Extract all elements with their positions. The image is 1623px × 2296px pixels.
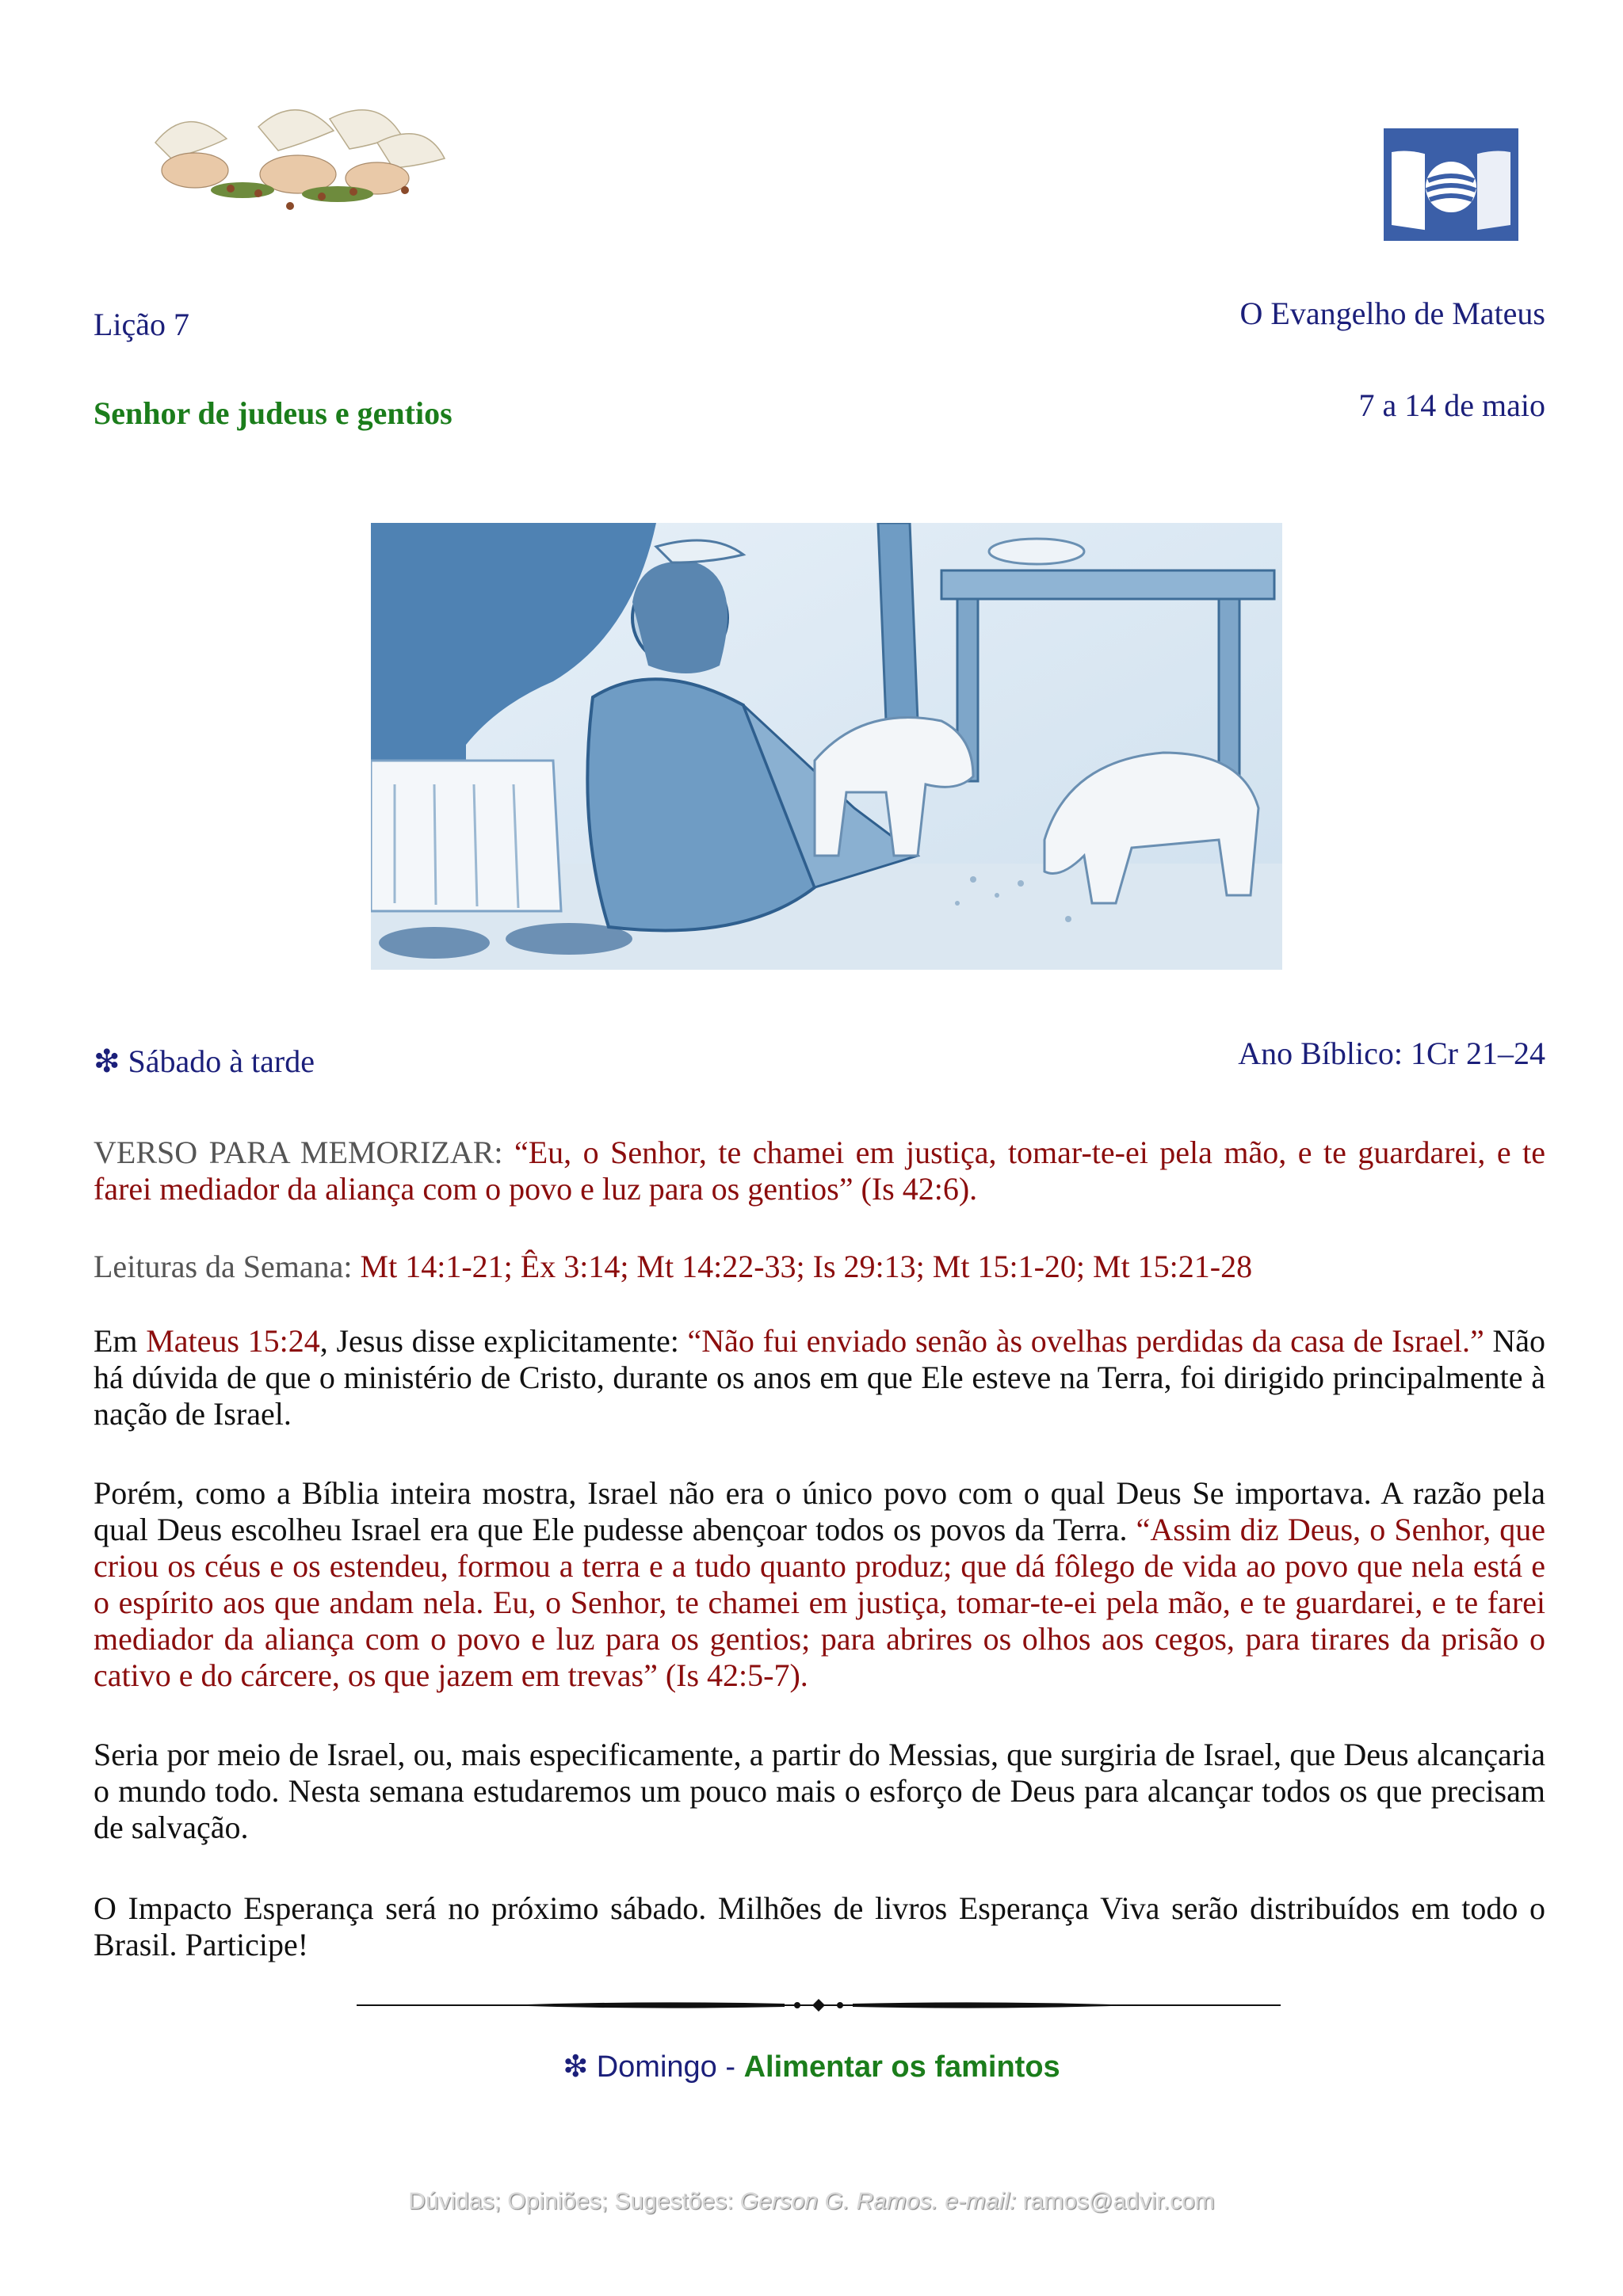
- angels-illustration: [139, 95, 450, 230]
- lesson-illustration: [371, 523, 1282, 970]
- lesson-title: Senhor de judeus e gentios: [94, 395, 453, 431]
- open-bible-logo: [1384, 128, 1518, 241]
- quarter-title: O Evangelho de Mateus: [1239, 296, 1545, 331]
- footer-email[interactable]: ramos@advir.com: [1016, 2188, 1215, 2214]
- next-day-heading: [0, 2049, 1623, 2084]
- scripture-quote: “Não fui enviado senão às ovelhas perdidas da casa de Israel.”: [687, 1323, 1484, 1359]
- ornamental-divider: [357, 1993, 1281, 2017]
- paragraph-3: Seria por meio de Israel, ou, mais especificamente, a partir do Messias, que surgiria de Israel, que Deus alcançaria o mundo todo. Nesta semana estudaremos um pouco mais o esforço de Deus para alcançar todos os que precisam de salvação.: [94, 1737, 1545, 1845]
- footer-label: Dúvidas; Opiniões; Sugestões:: [408, 2188, 740, 2214]
- footer-author: Gerson G. Ramos. e-mail:: [739, 2188, 1017, 2214]
- bible-year: Ano Bíblico: 1Cr 21–24: [1238, 1035, 1545, 1071]
- memory-verse-label: VERSO PARA MEMORIZAR:: [94, 1135, 514, 1170]
- day-heading-label: Sábado à tarde: [128, 1043, 315, 1079]
- scripture-quote: “Assim diz Deus, o Senhor, que criou os céus e os estendeu, formou a terra e a tudo quanto produz; que dá fôlego de vida ao povo que nela está e o espírito aos que andam nela. Eu, o Senhor, te chamei em justiça, tomar-te-ei pela mão, e te guardarei, e te farei mediador da aliança com o povo e luz para os gentios; para abrires os olhos aos cegos, para tirares da prisão o cativo e do cárcere, os que jazem em trevas” (Is 42:5-7).: [94, 1512, 1546, 1693]
- paragraph-1: [94, 1323, 1545, 1432]
- day-heading: [94, 1043, 315, 1080]
- memory-verse: [94, 1135, 1545, 1207]
- sparkle-icon: ❇: [563, 2050, 589, 2084]
- scripture-ref: Mateus 15:24: [146, 1323, 320, 1359]
- weekly-readings: [94, 1249, 1545, 1285]
- weekly-readings-refs: Mt 14:1-21; Êx 3:14; Mt 14:22-33; Is 29:13; Mt 15:1-20; Mt 15:21-28: [360, 1249, 1253, 1284]
- text-span: , Jesus disse explicitamente:: [319, 1323, 688, 1359]
- lesson-number: Lição 7: [94, 307, 190, 342]
- text-span: Não há dúvida de que o ministério de Cristo, durante os anos em que Ele esteve na Terra, foi dirigido principalmente à nação de Israel.: [94, 1323, 1546, 1432]
- weekly-readings-label: Leituras da Semana:: [94, 1249, 361, 1284]
- paragraph-4: O Impacto Esperança será no próximo sábado. Milhões de livros Esperança Viva serão distribuídos em todo o Brasil. Participe!: [94, 1890, 1545, 1962]
- footer: [0, 2188, 1623, 2215]
- text-span: Porém, como a Bíblia inteira mostra, Israel não era o único povo com o qual Deus Se importava. A razão pela qual Deus escolheu Israel era que Ele pudesse abençoar todos os povos da Terra.: [94, 1475, 1545, 1547]
- text-span: Em: [94, 1323, 147, 1359]
- next-day-title: Alimentar os famintos: [743, 2050, 1060, 2084]
- next-day-label: Domingo: [596, 2050, 717, 2084]
- memory-verse-text: “Eu, o Senhor, te chamei em justiça, tomar-te-ei pela mão, e te guardarei, e te farei mediador da aliança com o povo e luz para os gentios” (Is 42:6).: [94, 1135, 1545, 1207]
- date-range: 7 a 14 de maio: [1358, 387, 1545, 423]
- sparkle-icon: ❇: [94, 1043, 120, 1079]
- paragraph-2: [94, 1475, 1545, 1694]
- separator: -: [716, 2050, 744, 2084]
